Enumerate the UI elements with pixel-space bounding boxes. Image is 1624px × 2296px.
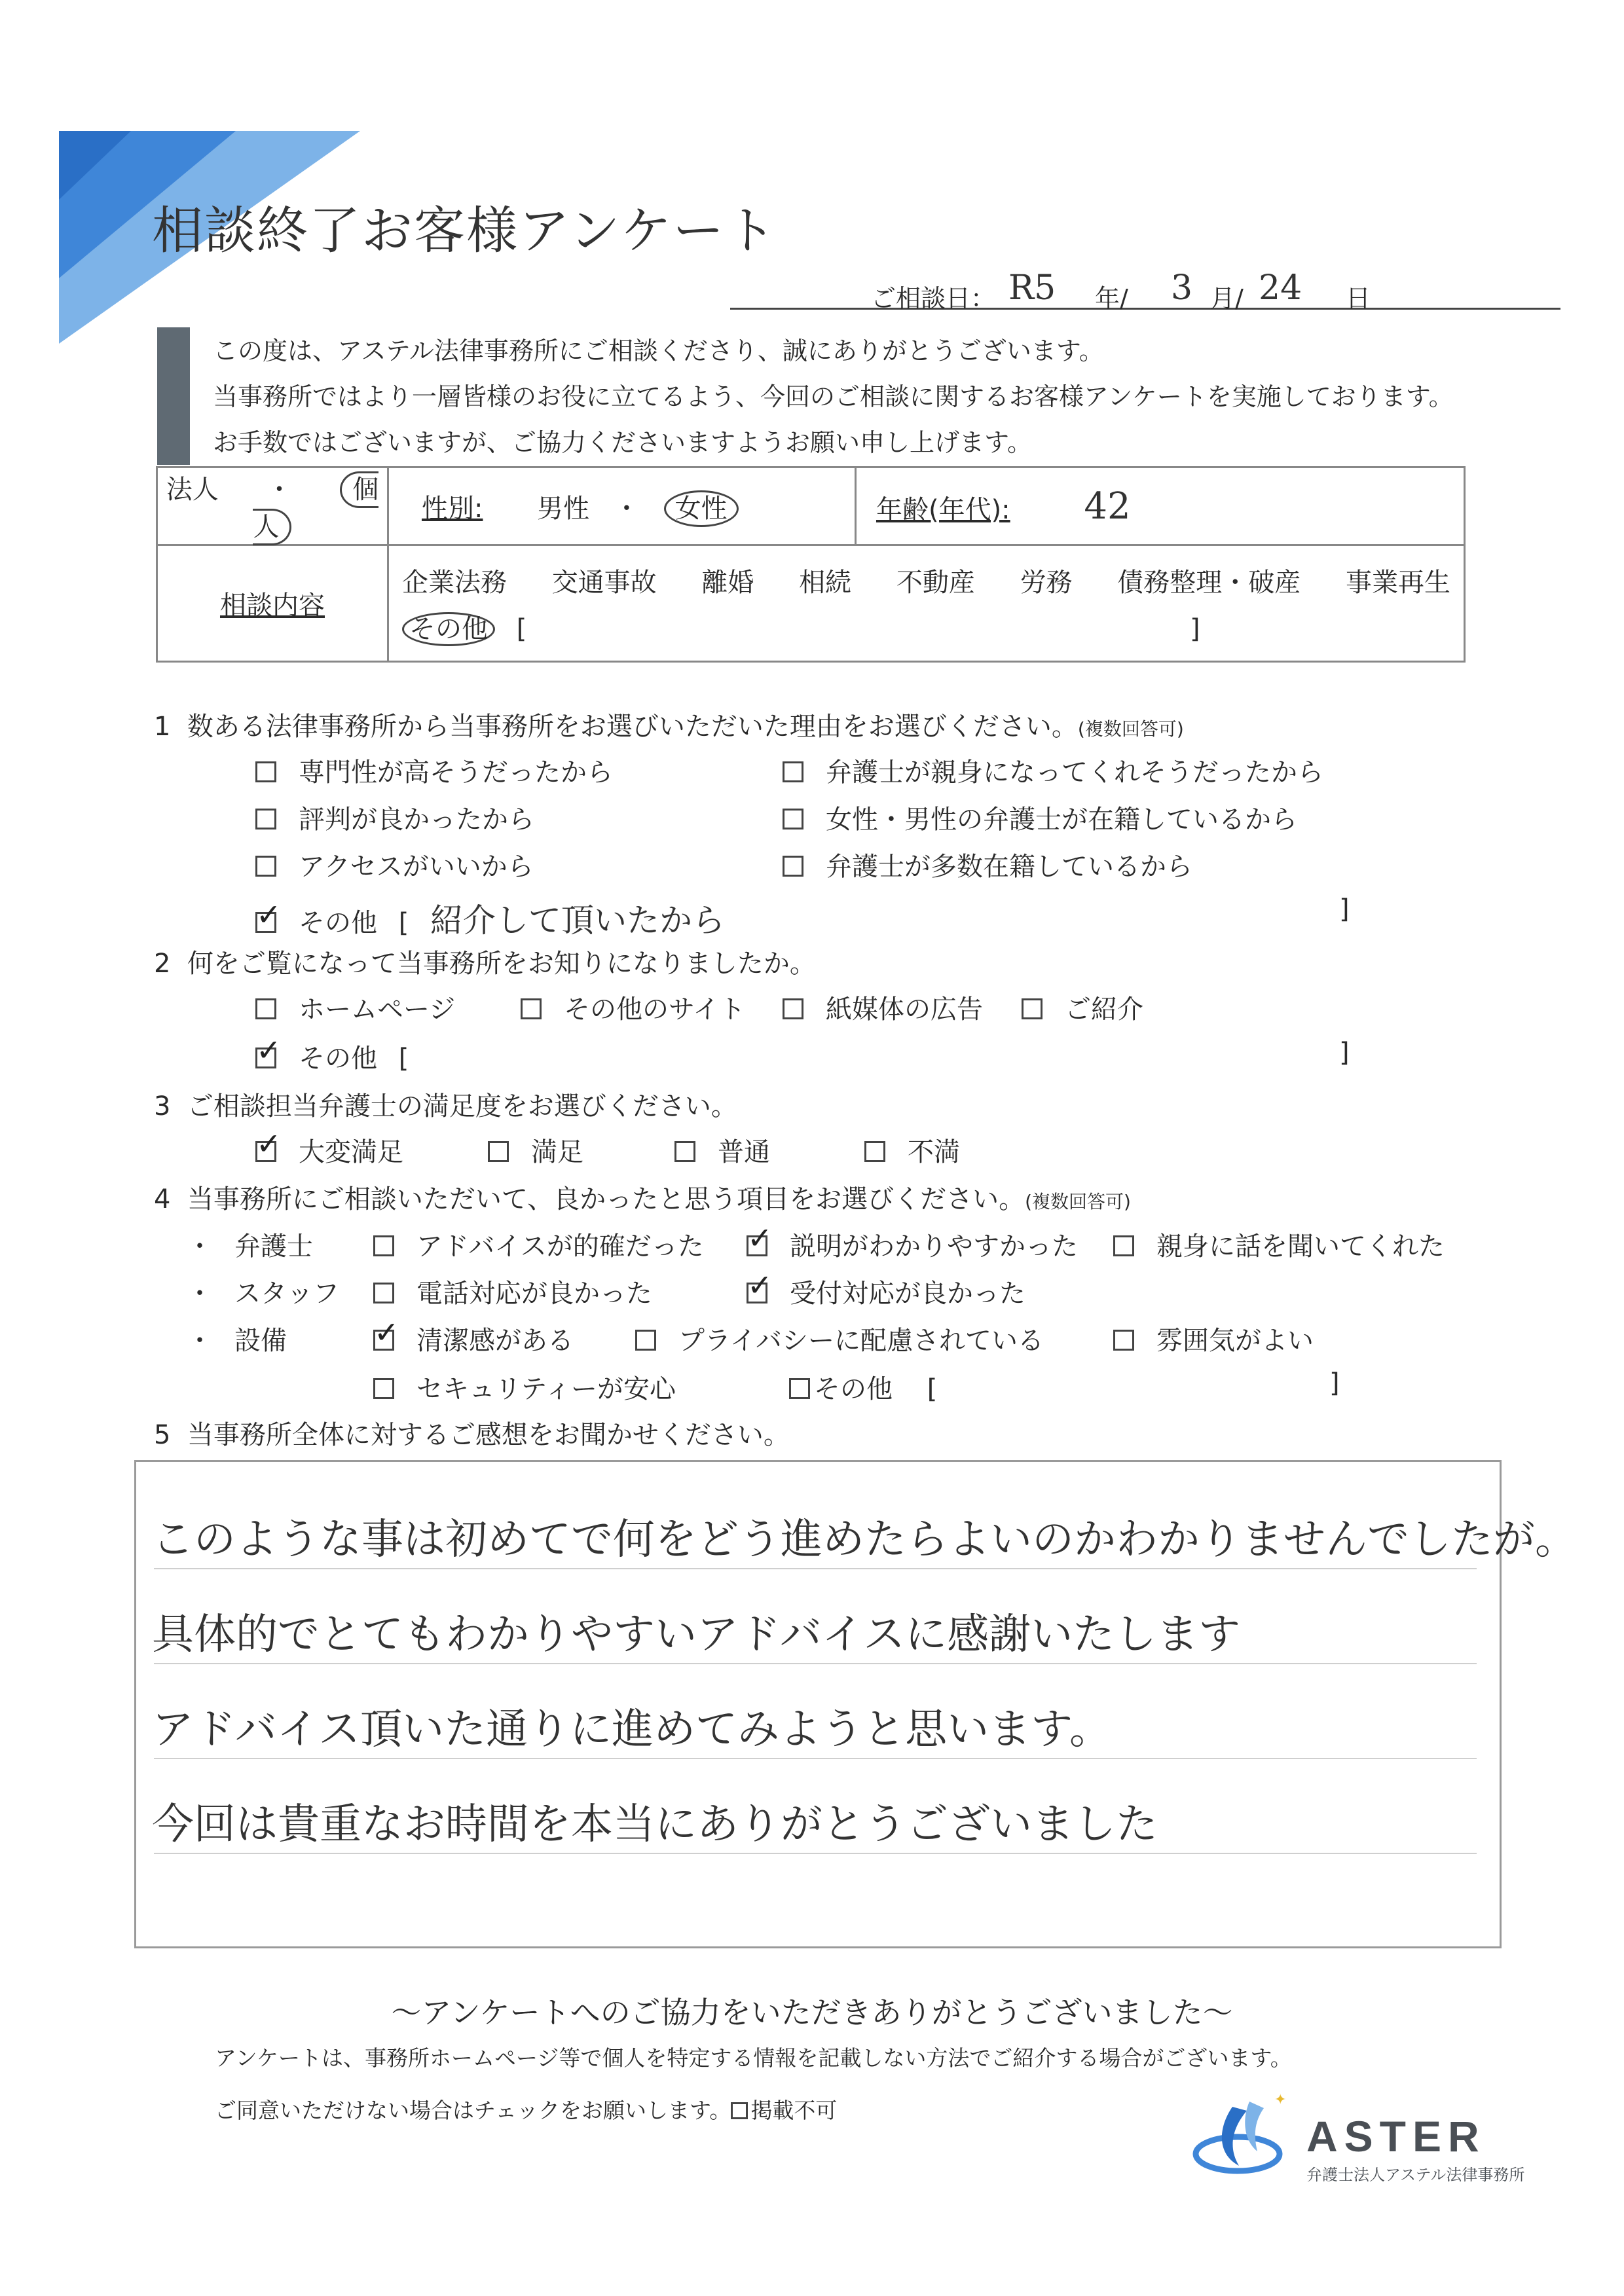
q4-bullet-staff: ・ <box>187 1279 213 1309</box>
checkbox-checked[interactable] <box>373 1330 394 1351</box>
age-cell <box>855 467 1464 545</box>
checkbox[interactable] <box>255 761 276 782</box>
q2-option-1[interactable]: ホームページ <box>255 989 455 1026</box>
q4-facility-option-other[interactable]: その他 [ <box>789 1368 937 1406</box>
q1-heading: 1 数ある法律事務所から当事務所をお選びいただいた理由をお選びください。(複数回答可) <box>154 712 1184 742</box>
date-label: ご相談日： <box>871 284 996 313</box>
footer-note-1: アンケートは、事務所ホームページ等で個人を特定する情報を記載しない方法でご紹介する場合がございます。 <box>215 2045 1292 2071</box>
q5-heading: 5 当事務所全体に対するご感想をお聞かせください。 <box>154 1420 790 1450</box>
comment-line-1: このような事は初めてで何をどう進めたらよいのかわかりませんでしたが。 <box>152 1516 1577 1564</box>
q2-option-3[interactable]: 紙媒体の広告 <box>783 989 983 1026</box>
age-value[interactable]: 42 <box>1084 484 1131 528</box>
comment-rule <box>154 1758 1477 1759</box>
date-day-suffix: 日 <box>1346 284 1371 313</box>
checkbox[interactable] <box>789 1378 810 1399</box>
page-title: 相談終了お客様アンケート <box>152 202 778 261</box>
svg-text:✦: ✦ <box>1274 2092 1287 2108</box>
aster-logo-subtitle: 弁護士法人アステル法律事務所 <box>1306 2166 1525 2184</box>
comment-rule <box>154 1853 1477 1854</box>
q2-heading: 2 何をご覧になって当事務所をお知りになりましたか。 <box>154 949 816 979</box>
gender-label: 性別: <box>421 493 483 524</box>
q4-bullet-facility: ・ <box>187 1326 213 1356</box>
content-label: 相談内容 <box>219 591 325 621</box>
q4-heading: 4 当事務所にご相談いただいて、良かったと思う項目をお選びください。(複数回答可) <box>154 1184 1131 1214</box>
q3-option-2[interactable]: 満足 <box>488 1131 583 1169</box>
comment-rule <box>154 1663 1477 1664</box>
q1-option-1[interactable]: 専門性が高そうだったから <box>255 752 613 789</box>
q2-option-other[interactable]: ✓その他 [ <box>255 1038 409 1075</box>
q2-option-4[interactable]: ご紹介 <box>1022 989 1143 1026</box>
q2-option-2[interactable]: その他のサイト <box>521 989 745 1026</box>
q4-lawyer-option-1[interactable]: アドバイスが的確だった <box>373 1226 704 1263</box>
client-type-cell: 法人 ・ 個人 <box>157 467 388 545</box>
checkbox[interactable] <box>783 809 803 829</box>
category-traffic-accident[interactable]: 交通事故 <box>551 567 657 598</box>
male-option[interactable]: 男性 <box>537 493 590 524</box>
category-corporate-law[interactable]: 企業法務 <box>401 567 507 598</box>
no-publish-checkbox[interactable] <box>731 2102 748 2119</box>
client-info-table <box>156 466 1466 663</box>
q1-option-2[interactable]: 弁護士が親身になってくれそうだったから <box>783 752 1323 789</box>
q1-option-other[interactable]: ✓その他 [ 紹介して頂いたから <box>255 894 725 941</box>
q4-category-facility: 設備 <box>234 1326 287 1356</box>
corp-option[interactable]: 法人 <box>166 475 219 505</box>
checkbox[interactable] <box>864 1141 885 1162</box>
category-inheritance[interactable]: 相続 <box>799 567 852 598</box>
q4-facility-option-3[interactable]: 雰囲気がよい <box>1113 1320 1314 1357</box>
q3-option-1[interactable]: ✓大変満足 <box>255 1131 403 1169</box>
q1-option-4[interactable]: 女性・男性の弁護士が在籍しているから <box>783 799 1297 836</box>
date-era-year: R5 <box>1008 268 1056 308</box>
age-label: 年齢(年代): <box>876 494 1010 525</box>
gender-cell: 性別: 男性 ・ 女性 <box>388 467 855 545</box>
q4-category-lawyer: 弁護士 <box>234 1231 313 1262</box>
checkbox[interactable] <box>1022 998 1043 1019</box>
aster-logo-icon <box>1192 2088 1290 2180</box>
checkbox[interactable] <box>373 1378 394 1399</box>
q4-staff-option-2[interactable]: ✓ 受付対応が良かった <box>747 1273 1025 1310</box>
checkbox[interactable] <box>1113 1235 1134 1256</box>
category-business-revival[interactable]: 事業再生 <box>1346 567 1450 598</box>
q4-lawyer-option-2[interactable]: ✓ 説明がわかりやすかった <box>747 1226 1078 1263</box>
content-other-circled[interactable]: その他 <box>402 612 495 646</box>
category-real-estate[interactable]: 不動産 <box>896 567 975 598</box>
q4-bullet-lawyer: ・ <box>187 1231 213 1262</box>
q4-facility-option-4[interactable]: セキュリティーが安心 <box>373 1368 676 1406</box>
checkbox[interactable] <box>783 761 803 782</box>
intro-side-bar <box>157 327 190 465</box>
footer-note-2: ご同意いただけない場合はチェックをお願いします。 掲載不可 <box>215 2098 838 2123</box>
checkbox[interactable] <box>521 998 542 1019</box>
checkbox[interactable] <box>1113 1330 1134 1351</box>
q4-lawyer-option-3[interactable]: 親身に話を聞いてくれた <box>1113 1226 1445 1263</box>
q3-heading: 3 ご相談担当弁護士の満足度をお選びください。 <box>154 1091 737 1121</box>
q4-category-staff: スタッフ <box>234 1279 339 1309</box>
comment-line-2: 具体的でとてもわかりやすいアドバイスに感謝いたします <box>152 1611 1241 1659</box>
date-month-suffix: 月/ <box>1210 284 1244 313</box>
aster-logo-text: ASTER <box>1306 2112 1486 2160</box>
intro-line-1: この度は、アステル法律事務所にご相談くださり、誠にありがとうございます。 <box>213 337 1104 365</box>
q1-option-6[interactable]: 弁護士が多数在籍しているから <box>783 846 1192 883</box>
intro-line-2: 当事務所ではより一層皆様のお役に立てるよう、今回のご相談に関するお客様アンケートを実施しております。 <box>213 382 1454 411</box>
checkbox[interactable] <box>635 1330 656 1351</box>
content-options-cell: 企業法務 交通事故 離婚 相続 不動産 労務 債務整理・破産 事業再生 その他 [ ] <box>388 545 1464 662</box>
checkbox[interactable] <box>255 809 276 829</box>
checkbox[interactable] <box>255 998 276 1019</box>
checkbox[interactable] <box>373 1283 394 1303</box>
q1-other-text[interactable]: 紹介して頂いたから <box>430 902 726 939</box>
female-option-circled[interactable]: 女性 <box>664 490 739 527</box>
checkbox[interactable] <box>783 856 803 877</box>
checkbox[interactable] <box>674 1141 695 1162</box>
category-labor[interactable]: 労務 <box>1020 567 1073 598</box>
checkbox[interactable] <box>783 998 803 1019</box>
comment-line-4: 今回は貴重なお時間を本当にありがとうございました <box>152 1800 1158 1849</box>
checkbox[interactable] <box>255 856 276 877</box>
q1-option-5[interactable]: アクセスがいいから <box>255 846 534 883</box>
intro-line-3: お手数ではございますが、ご協力くださいますようお願い申し上げます。 <box>213 428 1032 457</box>
q4-facility-option-2[interactable]: プライバシーに配慮されている <box>635 1320 1044 1357</box>
footer-thanks: 〜アンケートへのご協力をいただきありがとうございました〜 <box>391 1995 1233 2030</box>
q1-option-3[interactable]: 評判が良かったから <box>255 799 534 836</box>
q4-staff-option-1[interactable]: 電話対応が良かった <box>373 1273 652 1310</box>
checkbox-checked[interactable] <box>255 1141 276 1162</box>
date-month: 3 <box>1171 268 1193 308</box>
checkbox[interactable] <box>488 1141 509 1162</box>
content-label-cell <box>157 545 388 662</box>
comment-line-3: アドバイス頂いた通りに進めてみようと思います。 <box>152 1705 1111 1754</box>
date-year-suffix: 年/ <box>1095 284 1128 313</box>
q3-option-4[interactable]: 不満 <box>864 1131 960 1169</box>
date-day: 24 <box>1259 268 1302 308</box>
checkbox-checked[interactable] <box>747 1235 767 1256</box>
q4-facility-option-1[interactable]: ✓ 清潔感がある <box>373 1320 574 1357</box>
category-debt-bankruptcy[interactable]: 債務整理・破産 <box>1117 567 1301 598</box>
checkbox[interactable] <box>373 1235 394 1256</box>
individual-option-circled[interactable]: 個人 <box>253 471 378 545</box>
date-underline <box>730 308 1560 310</box>
checkbox-checked[interactable] <box>255 1048 276 1068</box>
checkbox-checked[interactable] <box>255 912 276 933</box>
checkbox-checked[interactable] <box>747 1283 767 1303</box>
comment-rule <box>154 1568 1477 1569</box>
q3-option-3[interactable]: 普通 <box>674 1131 770 1169</box>
category-divorce[interactable]: 離婚 <box>701 567 754 598</box>
